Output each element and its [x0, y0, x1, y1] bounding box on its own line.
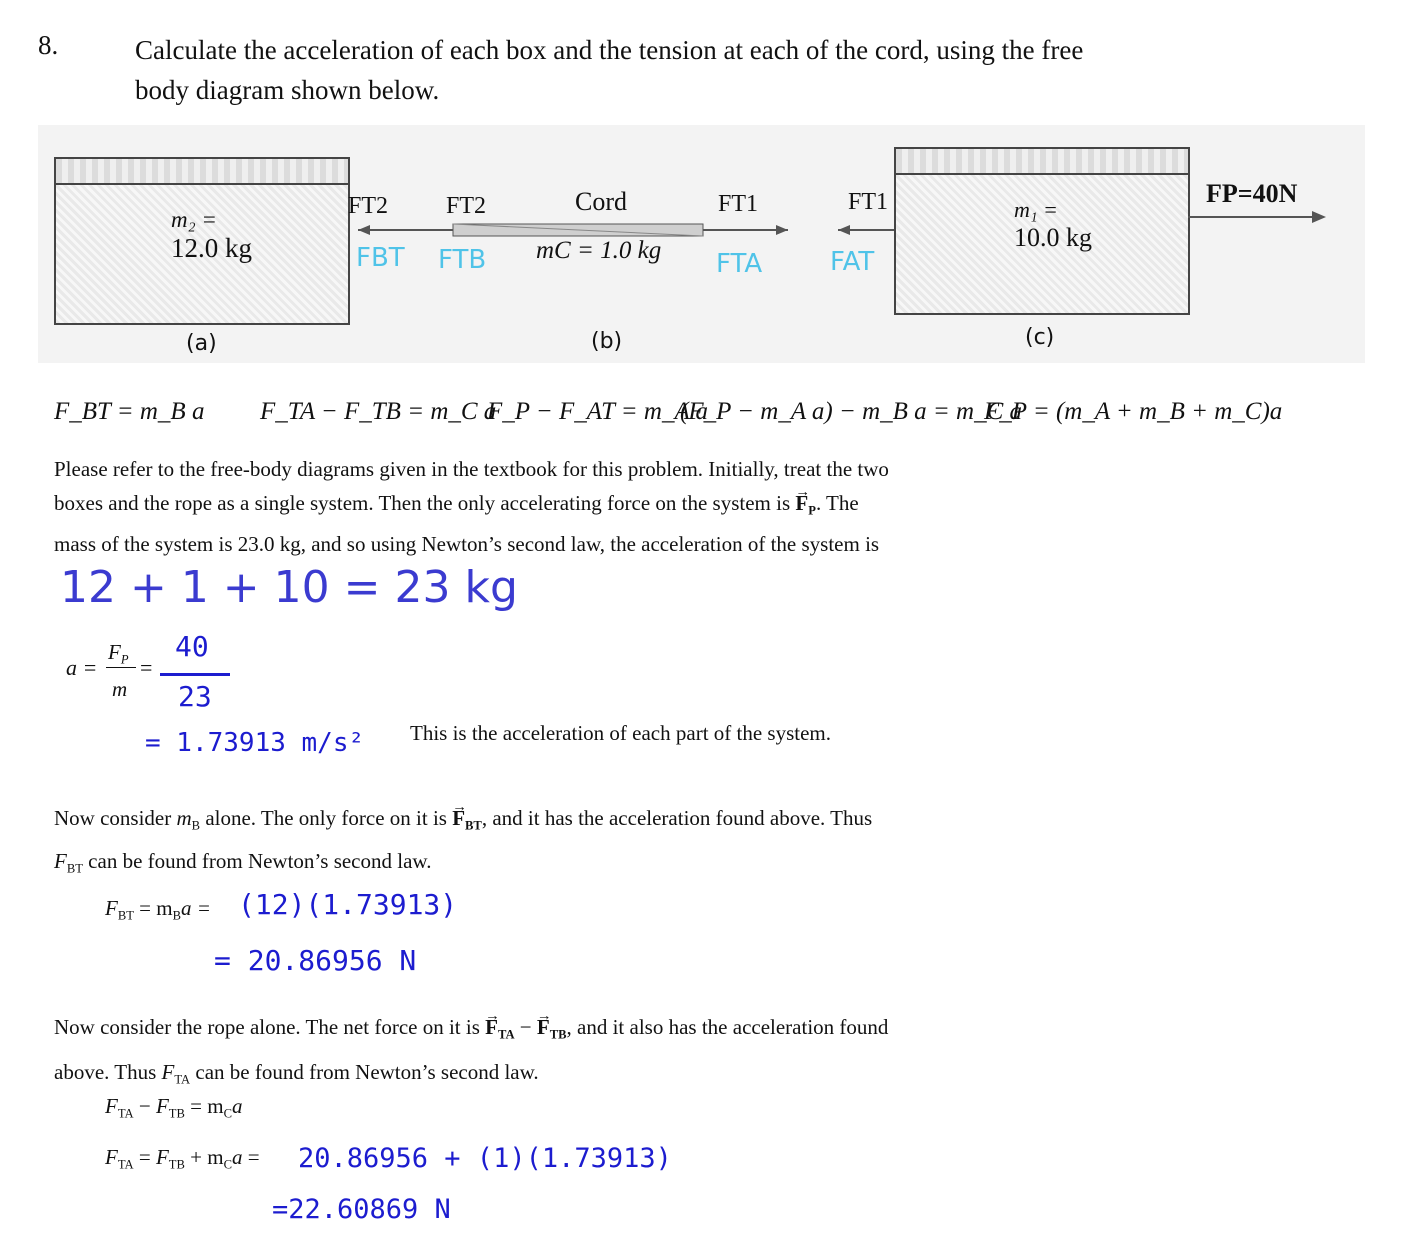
- pull-force-label: FP=40N: [1206, 179, 1298, 208]
- rope-line-2: above. Thus $F_{TA}$ can be found from Newton’s second law.: [54, 1060, 539, 1087]
- handwritten-fta-sum: 20.86956 + (1)(1.73913): [298, 1143, 672, 1174]
- box-c-lid: [894, 147, 1190, 175]
- box-a-lid: [54, 157, 350, 185]
- equation-5: F_P = (m_A + m_B + m_C)a: [984, 398, 1283, 425]
- equation-2: F_TA − F_TB = m_C a: [260, 398, 497, 425]
- fp-vector: → $F_P$: [795, 486, 816, 527]
- box-c-left-force: FT1: [848, 189, 889, 215]
- cord-right-force: FT1: [718, 191, 759, 217]
- cord-mass: mC = 1.0 kg: [536, 237, 662, 264]
- handwritten-fbt-result: = 20.86956 N: [214, 944, 417, 977]
- rope-line-1: Now consider the rope alone. The net force on it is → $F_{TA}$ − → $F_{TB}$, and it also has the acceleration found: [54, 1008, 1034, 1053]
- ft2-arrowhead-left: [358, 225, 370, 235]
- mb-paragraph: [54, 800, 1034, 887]
- box-c-mass-label: m₁ =: [1014, 197, 1058, 222]
- caption-b: (b): [591, 329, 623, 354]
- problem-statement: [135, 30, 1335, 110]
- cord-handwritten-ftb: FTB: [438, 245, 487, 275]
- free-body-figure: [38, 125, 1365, 363]
- caption-c: (c): [1025, 325, 1055, 350]
- box-c-handwritten-fat: FAT: [830, 247, 875, 277]
- statement-line-1: Calculate the acceleration of each box and the tension at each of the cord, using the free: [135, 35, 1084, 65]
- statement-line-2: body diagram shown below.: [135, 75, 440, 105]
- accel-numerator: $F_P$: [108, 640, 129, 667]
- box-a-mass-value: 12.0 kg: [171, 233, 252, 263]
- box-a-tension-label: FT2: [348, 193, 389, 219]
- problem-number: 8.: [38, 30, 59, 60]
- accel-fraction-bar: [106, 667, 136, 668]
- mb-line-1: Now consider $m_B$ alone. The only force on it is → $F_{BT}$, and it has the acceleration found above. Thus: [54, 800, 1034, 843]
- accel-denominator: m: [112, 677, 128, 701]
- caption-a: (a): [186, 331, 217, 356]
- accel-note: This is the acceleration of each part of the system.: [410, 721, 832, 745]
- box-a-mass-label: m₂ =: [171, 207, 217, 232]
- cord-left-force: FT2: [446, 193, 487, 219]
- ft1-arrowhead-right: [776, 225, 788, 235]
- handwritten-numerator: 40: [175, 630, 209, 663]
- handwritten-fta-result: =22.60869 N: [272, 1194, 451, 1225]
- rope-paragraph: [54, 1008, 1034, 1099]
- fta-equation-1: $F_{TA} - F_{TB} = m_Ca$: [105, 1094, 243, 1121]
- fta-equation-2: $F_{TA} = F_{TB} + m_Ca$ =: [105, 1145, 260, 1172]
- pull-force-arrow: [1188, 207, 1328, 227]
- handwritten-fraction-bar: [160, 673, 230, 676]
- mb-line-2: $F_{BT}$ can be found from Newton’s second law.: [54, 849, 432, 876]
- intro-line-2: boxes and the rope as a single system. Then the only accelerating force on the system is → $F_P$. The: [54, 486, 1034, 527]
- accel-lhs: a =: [66, 655, 98, 680]
- equation-3: F_P − F_AT = m_A a: [487, 398, 709, 425]
- handwritten-mass-sum: 12 + 1 + 10 = 23 kg: [60, 562, 518, 613]
- intro-line-1: Please refer to the free-body diagrams given in the textbook for this problem. Initially, treat the two: [54, 457, 889, 481]
- intro-line-3: mass of the system is 23.0 kg, and so using Newton’s second law, the acceleration of the system is: [54, 532, 880, 557]
- cord-title: Cord: [575, 187, 627, 216]
- equation-1: F_BT = m_B a: [54, 398, 205, 425]
- box-a-handwritten-fbt: FBT: [356, 243, 405, 273]
- fbt-vector: → $F_{BT}$: [452, 800, 482, 843]
- fbt-equation: $F_{BT} = m_Ba$ =: [105, 896, 211, 923]
- handwritten-accel-result: = 1.73913 m/s²: [145, 728, 365, 758]
- handwritten-fbt-product: (12)(1.73913): [238, 888, 458, 921]
- handwritten-denominator: 23: [178, 680, 212, 713]
- box-c-mass-value: 10.0 kg: [1014, 223, 1092, 252]
- equation-4: (F_P − m_A a) − m_B a = m_C a: [680, 398, 1023, 425]
- accel-equals: =: [140, 655, 153, 680]
- cord-handwritten-fta: FTA: [716, 249, 763, 279]
- intro-paragraph: [54, 452, 1034, 561]
